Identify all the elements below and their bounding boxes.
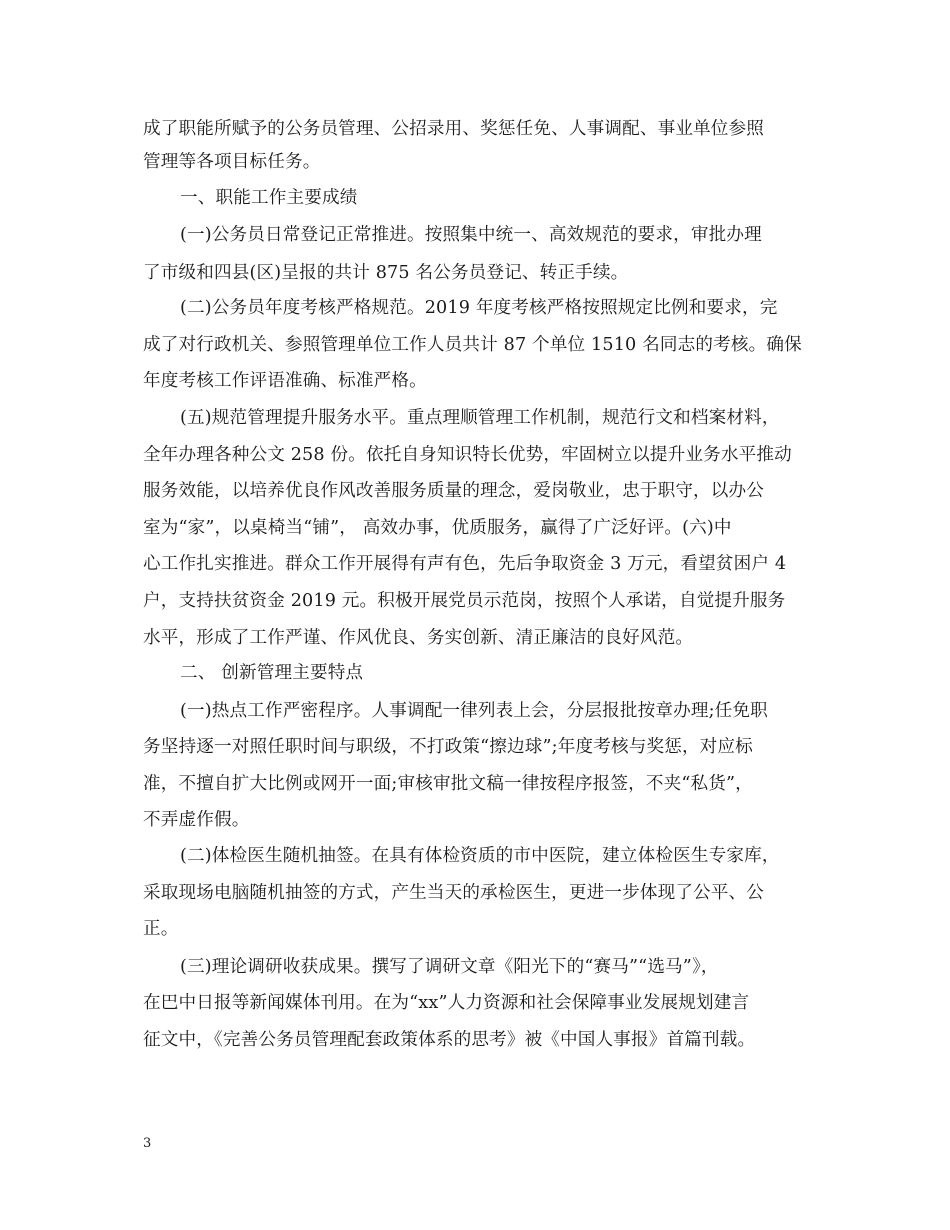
body-text-line: (五)规范管理提升服务水平。重点理顺管理工作机制，规范行文和档案材料， [180,408,780,428]
body-text-line: 全年办理各种公文 258 份。依托自身知识特长优势，牢固树立以提升业务水平推动 [143,445,792,465]
body-text-line: 户，支持扶贫资金 2019 元。积极开展党员示范岗，按照个人承诺，自觉提升服务 [143,591,786,611]
body-text-line: (一)热点工作严密程序。人事调配一律列表上会，分层报批按章办理;任免职 [180,701,768,721]
body-text-line: 征文中，《完善公务员管理配套政策体系的思考》被《中国人事报》首篇刊载。 [143,1030,756,1050]
section-heading: 二、 创新管理主要特点 [180,663,364,683]
body-text-line: 成了职能所赋予的公务员管理、公招录用、奖惩任免、人事调配、事业单位参照 [143,119,765,139]
body-text-line: 务坚持逐一对照任职时间与职级，不打政策“擦边球”;年度考核与奖惩，对应标 [143,737,753,757]
body-text-line: 成了对行政机关、参照管理单位工作人员共计 87 个单位 1510 名同志的考核。确保 [143,335,802,355]
body-text-line: (三)理论调研收获成果。撰写了调研文章《阳光下的“赛马”“选马”》， [180,957,719,977]
body-text-line: 在巴中日报等新闻媒体刊用。在为“xx”人力资源和社会保障事业发展规划建言 [143,993,750,1013]
body-text-line: (二)公务员年度考核严格规范。2019 年度考核严格按照规定比例和要求，完 [180,298,778,318]
body-text-line: 准，不擅自扩大比例或网开一面;审核审批文稿一律按程序报签，不夹“私货”， [143,774,753,794]
section-heading: 一、职能工作主要成绩 [180,188,358,208]
body-text-line: 室为“家”，以桌椅当“铺”， 高效办事，优质服务，赢得了广泛好评。(六)中 [143,518,732,538]
page-number: 3 [143,1136,152,1151]
body-text-line: 不弄虚作假。 [143,810,250,830]
body-text-line: 正。 [143,919,179,939]
body-text-line: 采取现场电脑随机抽签的方式，产生当天的承检医生，更进一步体现了公平、公 [143,883,765,903]
body-text-line: 心工作扎实推进。群众工作开展得有声有色，先后争取资金 3 万元，看望贫困户 4 [143,554,787,574]
body-text-line: (一)公务员日常登记正常推进。按照集中统一、高效规范的要求，审批办理 [180,225,762,245]
body-text-line: 管理等各项目标任务。 [143,152,321,172]
body-text-line: 年度考核工作评语准确、标准严格。 [143,371,427,391]
body-text-line: 服务效能，以培养优良作风改善服务质量的理念，爱岗敬业，忠于职守，以办公 [143,481,765,501]
body-text-line: (二)体检医生随机抽签。在具有体检资质的市中医院，建立体检医生专家库， [180,846,780,866]
body-text-line: 水平，形成了工作严谨、作风优良、务实创新、清正廉洁的良好风范。 [143,628,694,648]
body-text-line: 了市级和四县(区)呈报的共计 875 名公务员登记、转正手续。 [143,263,629,283]
